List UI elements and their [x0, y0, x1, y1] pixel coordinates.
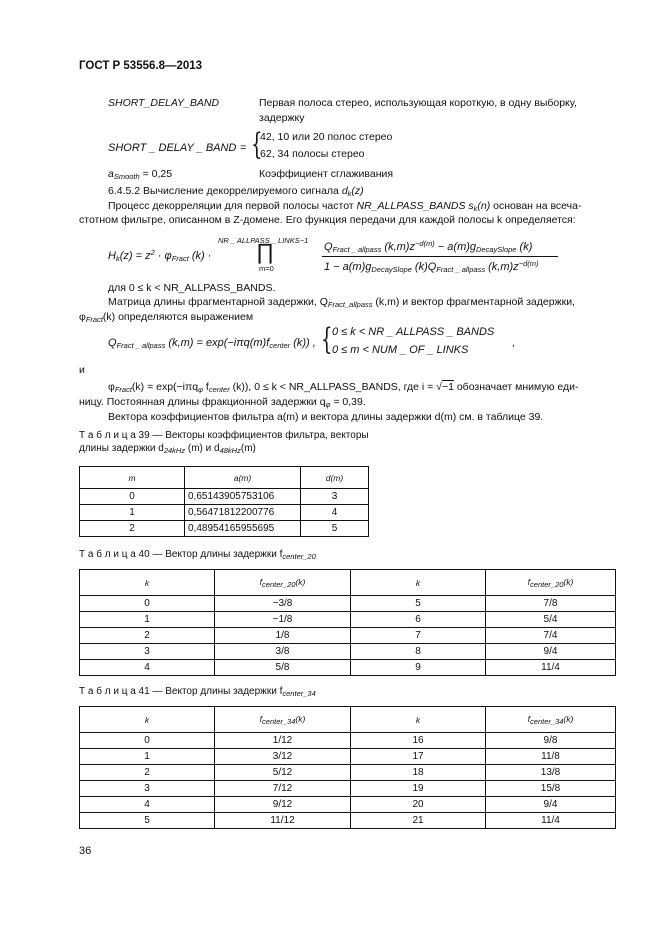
t40-cell: 3/8 [215, 644, 351, 660]
para2-line1 [108, 296, 575, 309]
para1-d: основан на всеча- [490, 200, 582, 212]
formula2-trail: , [512, 337, 515, 349]
prod-lower-limit: m=0 [259, 264, 274, 273]
t41-h-k1: k [80, 707, 215, 733]
case2 [260, 148, 365, 160]
t41-h-f1-arg: (k) [295, 713, 306, 724]
t39-cap-sub1: 24kHz [163, 446, 186, 455]
t41-cell: 9/12 [215, 797, 351, 813]
t40-h-k1: k [80, 570, 215, 596]
table39-caption-line1 [79, 430, 369, 441]
t41-cell: 0 [80, 733, 215, 749]
t40-cell: 6 [351, 612, 486, 628]
table41-header [80, 707, 616, 733]
table-row [80, 660, 616, 676]
t40-cell: 1 [80, 612, 215, 628]
smooth-symbol: a [108, 168, 114, 180]
t41-cell: 11/12 [215, 813, 351, 829]
t41-h-f2 [486, 707, 616, 733]
case1-value: 42 [260, 131, 272, 143]
t39-cap-sub2: 48kHz [219, 446, 241, 455]
phi-a: (k) = exp(−iπq [131, 381, 199, 393]
smooth-def [108, 168, 172, 181]
t40-cell: 1/8 [215, 628, 351, 644]
f1-h: H [108, 250, 116, 262]
section-title-var: d [341, 185, 348, 197]
table-row [80, 644, 616, 660]
t41-cell: 21 [351, 813, 486, 829]
table-row [80, 505, 369, 521]
prod-top-minus: −1 [299, 236, 309, 245]
table-row [80, 733, 616, 749]
phi-center-sub: center [208, 385, 230, 394]
t40-h-f1 [215, 570, 351, 596]
t41-cell: 4 [80, 797, 215, 813]
phi-c: (k)), 0 ≤ k < NR_ALLPASS_BANDS, где i = [229, 381, 437, 393]
para2-line2 [79, 311, 253, 324]
left-brace-2: { [321, 322, 333, 357]
t39-cell: 0,65143905753106 [185, 489, 301, 505]
t40-h-f2 [486, 570, 616, 596]
t40-cell: 7/4 [486, 628, 616, 644]
table-row [80, 781, 616, 797]
t41-cell: 3 [80, 781, 215, 797]
phi-line2-b: = 0,39. [330, 396, 366, 408]
t39-h-a: a(m) [185, 467, 301, 489]
formula1-numerator [324, 239, 532, 254]
table-row [80, 765, 616, 781]
t40-cell: −1/8 [215, 612, 351, 628]
f1-num-b: − a(m)g [434, 241, 477, 253]
t40-cell: 9 [351, 660, 486, 676]
f1-num-q: Q [324, 241, 333, 253]
t41-cell: 7/12 [215, 781, 351, 797]
t39-cell: 2 [80, 521, 185, 537]
t41-h-f2-arg: (k) [563, 713, 574, 724]
t40-h-k2: k [351, 570, 486, 596]
t40-cell: 8 [351, 644, 486, 660]
term-desc-line2: задержку [259, 112, 305, 124]
table40-caption-rest: 40 — Вектор длины задержки f [135, 549, 283, 560]
section-title [108, 185, 364, 198]
para2-line2-text: (k) определяются выражением [102, 311, 254, 323]
table-row [80, 628, 616, 644]
para2-b: (k,m) и вектор фрагментарной задержки, [372, 296, 575, 308]
product-symbol: ∏ [256, 239, 275, 264]
t39-cell: 0,48954165955695 [185, 521, 301, 537]
t41-cell: 20 [351, 797, 486, 813]
f1-fract: Fract [171, 254, 189, 263]
table-row [80, 521, 369, 537]
t41-cell: 1 [80, 749, 215, 765]
f1-pow: 2 [150, 248, 155, 257]
case2-text: , 34 полосы стерео [271, 148, 365, 160]
case1 [260, 131, 392, 143]
table39-header [80, 467, 369, 489]
f1-arg: (z) = z [119, 250, 151, 262]
phi-sub: Fract [85, 315, 103, 324]
t39-cell: 1 [80, 505, 185, 521]
t41-cell: 18 [351, 765, 486, 781]
t40-cell: 4 [80, 660, 215, 676]
t41-cell: 11/4 [486, 813, 616, 829]
table40-header [80, 570, 616, 596]
t40-cell: 3 [80, 644, 215, 660]
table39-caption-label: Т а б л и ц а [79, 430, 136, 441]
t41-h-f1-f: f [259, 713, 263, 724]
condition2: 0 ≤ m < NUM _ OF _ LINKS [332, 344, 469, 356]
formula2-lhs [108, 337, 316, 350]
section-title-arg: (z) [351, 185, 364, 197]
t40-h-f1-sub: center_20 [262, 579, 296, 589]
f1-num-a: (k,m)z [381, 241, 415, 253]
smooth-value: = 0,25 [139, 168, 173, 180]
smooth-sub: Smooth [113, 172, 140, 181]
table39 [79, 466, 369, 537]
table41-caption-rest: 41 — Вектор длины задержки f [135, 686, 283, 697]
t40-cell: 5 [351, 596, 486, 612]
t39-cell: 0,56471812200776 [185, 505, 301, 521]
equals-sign: = [240, 142, 247, 154]
f1-den-b: (k,m)z [485, 261, 519, 273]
phi-line2-a: ницу. Постоянная длины фракционной задержки q [79, 396, 326, 408]
phi-b: f [203, 381, 209, 393]
section-title-text: 6.4.5.2 Вычисление декоррелируемого сигнала [108, 185, 342, 197]
t40-h-f1-f: f [259, 576, 263, 587]
table39-caption-line2 [79, 443, 256, 455]
f2-sub: Fract _ allpass [116, 341, 166, 350]
prod-top: NR _ ALLPASS _ LINKS [218, 236, 300, 245]
t41-cell: 16 [351, 733, 486, 749]
f2-sub2: center [269, 341, 291, 350]
t40-cell: 2 [80, 628, 215, 644]
t41-cell: 13/8 [486, 765, 616, 781]
table-row [80, 749, 616, 765]
page-number: 36 [79, 845, 92, 857]
t39-cell: 4 [301, 505, 369, 521]
conjunction: и [79, 364, 85, 376]
phi-symbol: φ [79, 311, 86, 323]
table40-caption [79, 549, 316, 561]
phi-d: обозначает мнимую еди- [453, 381, 579, 393]
para2-a: Матрица длины фрагментарной задержки, Q [108, 296, 328, 308]
t41-cell: 1/12 [215, 733, 351, 749]
f1-num-pow: −d(m) [414, 239, 435, 248]
smooth-desc: Коэффициент сглаживания [259, 168, 394, 180]
t40-cell: 9/4 [486, 644, 616, 660]
t41-h-f1 [215, 707, 351, 733]
t40-cell: 11/4 [486, 660, 616, 676]
t41-cell: 19 [351, 781, 486, 797]
t39-cap-b: (m) и d [185, 443, 220, 454]
f1-den-sub2: Fract _ allpass [436, 265, 486, 274]
t41-h-f2-sub: center_34 [530, 716, 564, 726]
t39-cell: 3 [301, 489, 369, 505]
f1-den-pow: −d(m) [518, 259, 539, 268]
table41 [79, 706, 616, 829]
table41-caption-label: Т а б л и ц а [79, 686, 136, 697]
t41-cell: 15/8 [486, 781, 616, 797]
table-row [80, 596, 616, 612]
f2-q: Q [108, 337, 117, 349]
formula1-lhs [108, 248, 211, 263]
t40-cell: 5/4 [486, 612, 616, 628]
condition1: 0 ≤ k < NR _ ALLPASS _ BANDS [332, 326, 495, 338]
t41-cell: 2 [80, 765, 215, 781]
phi-q-sub: φ [198, 385, 203, 394]
t40-h-f1-arg: (k) [295, 576, 306, 587]
table39-caption-rest: 39 — Векторы коэффициентов фильтра, векторы [135, 430, 369, 441]
f1-den-sub: DecaySlope [371, 265, 412, 274]
table40-caption-label: Т а б л и ц а [79, 549, 136, 560]
term-short-delay-band: SHORT_DELAY_BAND [108, 97, 220, 109]
phi2-sub: Fract [114, 385, 132, 394]
f1-num-c: (k) [516, 241, 533, 253]
t39-cap-a: длины задержки d [79, 443, 164, 454]
table40 [79, 569, 616, 676]
t41-cell: 11/8 [486, 749, 616, 765]
f2-b: (k)) , [290, 337, 316, 349]
t41-h-f1-sub: center_34 [262, 716, 296, 726]
f2-a: (k,m) = exp(−iπq(m)f [165, 337, 270, 349]
fraction-bar [322, 256, 558, 257]
table-row [80, 489, 369, 505]
t41-cell: 5 [80, 813, 215, 829]
para3: Вектора коэффициентов фильтра a(m) и вектора длины задержки d(m) см. в таблице 39. [108, 411, 544, 423]
phi-line1 [108, 381, 579, 394]
t41-h-k2: k [351, 707, 486, 733]
f1-den-a: (k)Q [411, 261, 437, 273]
term-desc-line1: Первая полоса стерео, использующая короткую, в одну выборку, [259, 97, 577, 109]
table-row [80, 813, 616, 829]
formula1-denominator [324, 259, 538, 274]
table40-caption-sub: center_20 [282, 552, 316, 561]
q-phi-sub: φ [325, 400, 331, 409]
t39-h-m: m [80, 467, 185, 489]
table41-caption-sub: center_34 [282, 689, 316, 698]
range-text: для 0 ≤ k < NR_ALLPASS_BANDS. [108, 282, 276, 294]
t40-cell: 7 [351, 628, 486, 644]
t40-cell: 5/8 [215, 660, 351, 676]
f1-mid: · φ [154, 250, 172, 262]
t40-cell: −3/8 [215, 596, 351, 612]
para1-line2: стотном фильтре, описанном в Z-домене. Его функция передачи для каждой полосы k определяется: [79, 214, 576, 226]
t40-h-f2-sub: center_20 [530, 579, 564, 589]
t40-cell: 7/8 [486, 596, 616, 612]
t40-h-f2-f: f [527, 576, 531, 587]
formula-short-delay-lhs: SHORT _ DELAY _ BAND [108, 142, 237, 154]
f1-arg2: (k) · [188, 250, 212, 262]
f1-num-sub: Fract _ allpass [332, 245, 382, 254]
para1-line1 [108, 200, 581, 213]
t41-cell: 9/4 [486, 797, 616, 813]
t40-cell: 0 [80, 596, 215, 612]
t40-h-f2-arg: (k) [563, 576, 574, 587]
f1-den: 1 − a(m)g [324, 261, 372, 273]
para2-sub: Fract_allpass [327, 300, 373, 309]
para1-b: NR_ALLPASS_BANDS s [356, 200, 474, 212]
case2-value: 62 [260, 148, 272, 160]
t41-cell: 3/12 [215, 749, 351, 765]
para1-c: (n) [477, 200, 491, 212]
case1-text: , 10 или 20 полос стерео [271, 131, 393, 143]
t41-cell: 17 [351, 749, 486, 765]
t41-cell: 9/8 [486, 733, 616, 749]
para1-sub: k [473, 204, 478, 213]
table-row [80, 797, 616, 813]
phi-line2 [79, 396, 366, 409]
para1-a: Процесс декорреляции для первой полосы частот [108, 200, 357, 212]
sqrt-minus-one: √−1 [436, 381, 454, 393]
t39-cell: 5 [301, 521, 369, 537]
t39-cap-c: (m) [240, 443, 256, 454]
f1-h-sub: k [115, 254, 120, 263]
t41-h-f2-f: f [527, 713, 531, 724]
phi2-symbol: φ [108, 381, 115, 393]
section-title-sub: k [347, 189, 352, 198]
page-header: ГОСТ Р 53556.8—2013 [79, 60, 203, 72]
table-row [80, 612, 616, 628]
left-brace: { [251, 127, 263, 162]
t39-h-d: d(m) [301, 467, 369, 489]
t39-cell: 0 [80, 489, 185, 505]
table41-caption [79, 686, 316, 698]
f1-num-sub2: DecaySlope [476, 245, 517, 254]
t41-cell: 5/12 [215, 765, 351, 781]
